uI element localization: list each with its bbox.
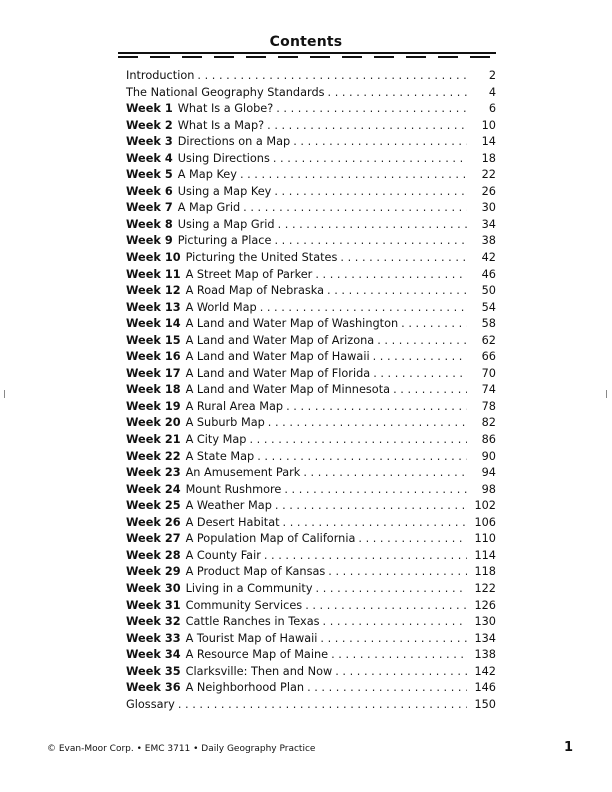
toc-dot-leader (331, 648, 467, 661)
toc-dot-leader (373, 367, 467, 380)
toc-dot-leader (267, 119, 467, 132)
toc-dot-leader (305, 599, 467, 612)
toc-entry-title: Cattle Ranches in Texas (185, 615, 320, 629)
toc-page-number: 150 (474, 697, 496, 711)
toc-page-number: 114 (474, 548, 496, 562)
toc-entry (126, 466, 496, 483)
divider-solid-line (118, 52, 496, 54)
toc-week-label: Week 13 (126, 300, 181, 314)
toc-dot-leader (323, 615, 467, 628)
toc-week-label: Week 30 (126, 581, 181, 595)
toc-page-number: 58 (481, 317, 496, 331)
toc-entry-title: Using Directions (177, 151, 270, 165)
toc-entry (126, 251, 496, 268)
toc-entry (126, 284, 496, 301)
toc-dot-leader (243, 201, 467, 214)
right-margin-mark (606, 390, 607, 398)
toc-entry (126, 416, 496, 433)
toc-entry (126, 516, 496, 533)
toc-entry-title: Living in a Community (185, 581, 313, 595)
toc-entry (126, 334, 496, 351)
toc-page-number: 102 (474, 499, 496, 513)
toc-dot-leader (303, 466, 467, 479)
toc-page-number: 126 (474, 598, 496, 612)
toc-week-label: Week 2 (126, 118, 173, 132)
toc-entry (126, 86, 496, 103)
toc-week-label: Week 3 (126, 135, 173, 149)
toc-entry-title: Glossary (126, 697, 175, 711)
toc-page-number: 26 (481, 184, 496, 198)
toc-entry (126, 483, 496, 500)
toc-entry (126, 532, 496, 549)
toc-page-number: 70 (481, 366, 496, 380)
toc-page-number: 82 (481, 416, 496, 430)
toc-page-number: 138 (474, 648, 496, 662)
toc-entry-title: A Land and Water Map of Hawaii (185, 350, 370, 364)
toc-week-label: Week 18 (126, 383, 181, 397)
toc-week-label: Week 15 (126, 333, 181, 347)
toc-dot-leader (274, 234, 467, 247)
toc-page-number: 30 (481, 201, 496, 215)
toc-dot-leader (393, 383, 467, 396)
toc-week-label: Week 4 (126, 151, 173, 165)
toc-dot-leader (274, 185, 467, 198)
toc-entry-title: A County Fair (185, 548, 261, 562)
toc-entry-title: A World Map (185, 300, 257, 314)
toc-dot-leader (340, 251, 467, 264)
toc-week-label: Week 28 (126, 548, 181, 562)
toc-page-number: 22 (481, 168, 496, 182)
toc-week-label: Week 5 (126, 168, 173, 182)
toc-page-number: 78 (481, 399, 496, 413)
toc-page-number: 106 (474, 515, 496, 529)
toc-entry (126, 383, 496, 400)
toc-page-number: 62 (481, 333, 496, 347)
toc-entry-title: A Weather Map (185, 499, 272, 513)
toc-entry-title: The National Geography Standards (126, 85, 325, 99)
toc-entry (126, 201, 496, 218)
toc-week-label: Week 11 (126, 267, 181, 281)
toc-dot-leader (268, 416, 467, 429)
toc-page-number: 134 (474, 631, 496, 645)
toc-week-label: Week 33 (126, 631, 181, 645)
toc-page-number: 94 (481, 466, 496, 480)
toc-week-label: Week 7 (126, 201, 173, 215)
toc-dot-leader (327, 284, 467, 297)
toc-entry-title: A Suburb Map (185, 416, 265, 430)
toc-dot-leader (320, 632, 467, 645)
toc-entry-title: A Tourist Map of Hawaii (185, 631, 318, 645)
toc-dot-leader (249, 433, 467, 446)
toc-entry (126, 599, 496, 616)
toc-entry-title: A Neighborhood Plan (185, 681, 305, 695)
toc-dot-leader (315, 268, 467, 281)
toc-page-number: 118 (474, 565, 496, 579)
toc-entry (126, 499, 496, 516)
toc-week-label: Week 10 (126, 251, 181, 265)
toc-entry (126, 648, 496, 665)
toc-entry-title: Picturing a Place (177, 234, 272, 248)
toc-week-label: Week 22 (126, 449, 181, 463)
toc-entry (126, 681, 496, 698)
toc-entry-title: Directions on a Map (177, 135, 291, 149)
footer-credit: © Evan-Moor Corp. • EMC 3711 • Daily Geography Practice (47, 744, 316, 754)
toc-page-number: 34 (481, 217, 496, 231)
toc-page-number: 38 (481, 234, 496, 248)
toc-entry (126, 119, 496, 136)
toc-week-label: Week 17 (126, 366, 181, 380)
toc-entry-title: Mount Rushmore (185, 482, 282, 496)
toc-entry (126, 135, 496, 152)
toc-week-label: Week 20 (126, 416, 181, 430)
toc-entry (126, 582, 496, 599)
toc-week-label: Week 1 (126, 102, 173, 116)
toc-week-label: Week 34 (126, 648, 181, 662)
toc-page-number: 90 (481, 449, 496, 463)
toc-week-label: Week 36 (126, 681, 181, 695)
toc-dot-leader (275, 499, 467, 512)
toc-entry (126, 69, 496, 86)
toc-week-label: Week 6 (126, 184, 173, 198)
toc-page-number: 42 (481, 251, 496, 265)
toc-entry-title: A Population Map of California (185, 532, 356, 546)
toc-page-number: 54 (481, 300, 496, 314)
toc-entry-title: What Is a Map? (177, 118, 265, 132)
toc-dot-leader (293, 135, 467, 148)
toc-entry-title: A City Map (185, 433, 247, 447)
toc-entry (126, 152, 496, 169)
toc-week-label: Week 8 (126, 217, 173, 231)
toc-page-number: 6 (488, 102, 496, 116)
toc-dot-leader (328, 565, 467, 578)
toc-week-label: Week 21 (126, 433, 181, 447)
toc-entry-title: Community Services (185, 598, 303, 612)
toc-entry-title: A State Map (185, 449, 255, 463)
toc-dot-leader (278, 218, 467, 231)
toc-week-label: Week 19 (126, 399, 181, 413)
toc-dot-leader (286, 400, 467, 413)
toc-week-label: Week 29 (126, 565, 181, 579)
toc-entry-title: A Rural Area Map (185, 399, 284, 413)
toc-page-number: 110 (474, 532, 496, 546)
toc-entry-title: A Resource Map of Maine (185, 648, 329, 662)
toc-page-number: 86 (481, 433, 496, 447)
toc-entry (126, 400, 496, 417)
toc-entry (126, 317, 496, 334)
toc-entry (126, 185, 496, 202)
toc-week-label: Week 23 (126, 466, 181, 480)
toc-week-label: Week 14 (126, 317, 181, 331)
toc-entry (126, 549, 496, 566)
toc-dot-leader (316, 582, 467, 595)
toc-entry-title: Introduction (126, 69, 195, 82)
toc-week-label: Week 31 (126, 598, 181, 612)
toc-page-number: 4 (488, 85, 496, 99)
toc-week-label: Week 32 (126, 615, 181, 629)
toc-entry-title: A Land and Water Map of Florida (185, 366, 371, 380)
left-margin-mark (4, 390, 5, 398)
toc-page-number: 10 (481, 118, 496, 132)
toc-entry (126, 615, 496, 632)
toc-week-label: Week 16 (126, 350, 181, 364)
toc-week-label: Week 27 (126, 532, 181, 546)
toc-dot-leader (273, 152, 467, 165)
toc-dot-leader (178, 698, 467, 711)
toc-entry (126, 268, 496, 285)
toc-dot-leader (335, 665, 467, 678)
toc-dot-leader (307, 681, 467, 694)
toc-entry-title: Using a Map Key (177, 184, 272, 198)
toc-entry-title: A Land and Water Map of Arizona (185, 333, 375, 347)
toc-entry (126, 367, 496, 384)
toc-entry-title: A Land and Water Map of Minnesota (185, 383, 391, 397)
toc-page-number: 18 (481, 151, 496, 165)
toc-entry-title: A Road Map of Nebraska (185, 284, 325, 298)
toc-page-number: 2 (488, 69, 496, 82)
toc-entry (126, 168, 496, 185)
title-divider (118, 52, 496, 58)
toc-entry-title: Using a Map Grid (177, 217, 275, 231)
toc-week-label: Week 9 (126, 234, 173, 248)
toc-dot-leader (283, 516, 467, 529)
toc-week-label: Week 25 (126, 499, 181, 513)
toc-page-number: 46 (481, 267, 496, 281)
toc-page-number: 66 (481, 350, 496, 364)
toc-dot-leader (260, 301, 467, 314)
toc-entry-title: Picturing the United States (185, 251, 338, 265)
page-title: Contents (269, 34, 343, 50)
toc-page-number: 74 (481, 383, 496, 397)
toc-entry (126, 102, 496, 119)
toc-page-number: 98 (481, 482, 496, 496)
toc-entry (126, 632, 496, 649)
divider-dashed-line (118, 56, 496, 58)
toc-dot-leader (328, 86, 467, 99)
toc-week-label: Week 26 (126, 515, 181, 529)
toc-dot-leader (197, 69, 467, 82)
toc-entry-title: Clarksville: Then and Now (185, 664, 333, 678)
toc-entry-title: What Is a Globe? (177, 102, 274, 116)
toc-dot-leader (264, 549, 467, 562)
toc-entry (126, 665, 496, 682)
toc-dot-leader (377, 334, 467, 347)
toc-entry (126, 698, 496, 715)
toc-entry (126, 218, 496, 235)
toc-entry (126, 350, 496, 367)
toc-entry (126, 301, 496, 318)
table-of-contents (126, 69, 496, 714)
toc-dot-leader (257, 450, 467, 463)
toc-entry-title: An Amusement Park (185, 466, 301, 480)
toc-entry-title: A Street Map of Parker (185, 267, 313, 281)
toc-page-number: 142 (474, 664, 496, 678)
toc-entry (126, 565, 496, 582)
toc-entry-title: A Desert Habitat (185, 515, 280, 529)
toc-dot-leader (401, 317, 467, 330)
toc-entry-title: A Map Key (177, 168, 237, 182)
toc-week-label: Week 24 (126, 482, 181, 496)
toc-entry-title: A Map Grid (177, 201, 241, 215)
toc-entry (126, 450, 496, 467)
toc-page-number: 122 (474, 581, 496, 595)
footer-page-number: 1 (564, 740, 574, 755)
toc-dot-leader (358, 532, 467, 545)
toc-entry (126, 433, 496, 450)
toc-entry (126, 234, 496, 251)
toc-dot-leader (276, 102, 467, 115)
toc-page-number: 146 (474, 681, 496, 695)
toc-entry-title: A Product Map of Kansas (185, 565, 326, 579)
toc-dot-leader (284, 483, 467, 496)
toc-page-number: 14 (481, 135, 496, 149)
toc-dot-leader (373, 350, 467, 363)
toc-page-number: 130 (474, 615, 496, 629)
toc-page-number: 50 (481, 284, 496, 298)
toc-week-label: Week 35 (126, 664, 181, 678)
toc-dot-leader (240, 168, 467, 181)
toc-week-label: Week 12 (126, 284, 181, 298)
toc-entry-title: A Land and Water Map of Washington (185, 317, 399, 331)
